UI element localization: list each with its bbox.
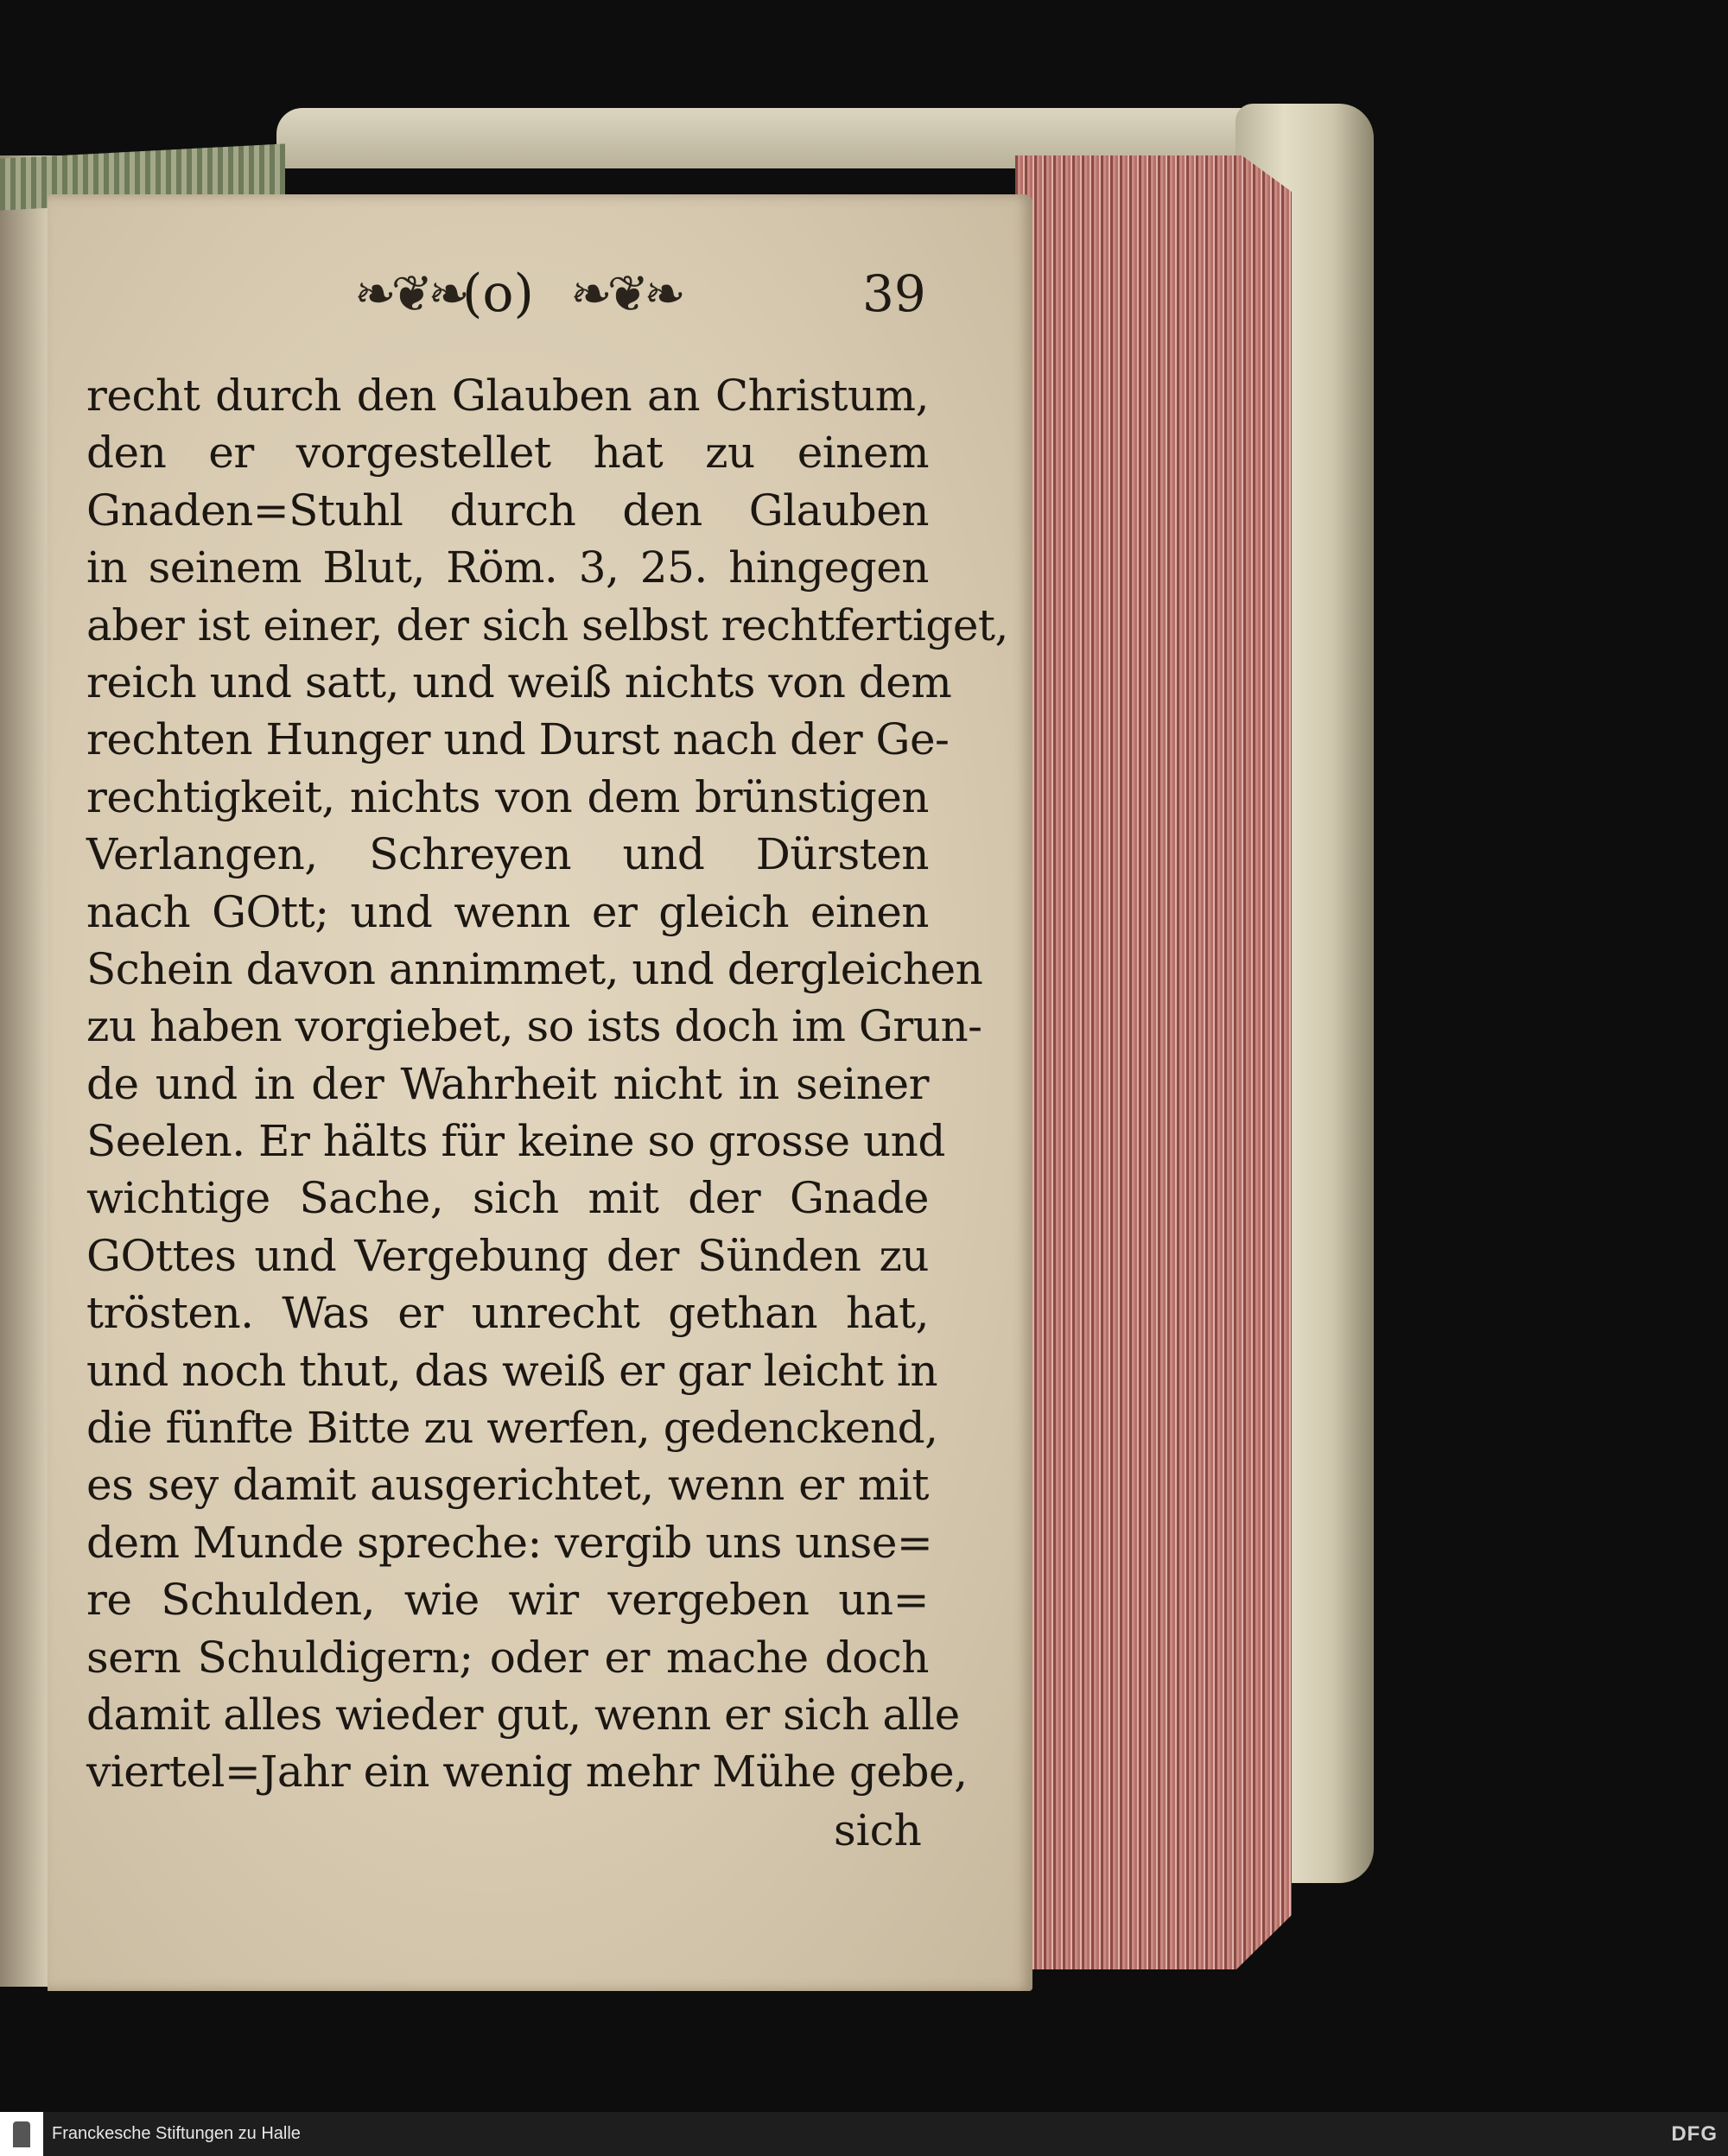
text-line: den er vorgestellet hat zu einem (86, 428, 929, 479)
red-page-edges (1015, 155, 1292, 1969)
text-line: nach GOtt; und wenn er gleich einen (86, 886, 929, 937)
text-line: Verlangen, Schreyen und Dürsten (86, 829, 929, 880)
catchword: sich (834, 1805, 922, 1855)
text-line: und noch thut, das weiß er gar leicht in (86, 1345, 938, 1396)
footer-bar (0, 2112, 1728, 2156)
institution-logo-icon (0, 2112, 43, 2156)
text-line: re Schulden, wie wir vergeben un= (86, 1575, 929, 1626)
text-line: reich und satt, und weiß nichts von dem (86, 656, 952, 707)
text-line: zu haben vorgiebet, so ists doch im Grun- (86, 1001, 982, 1052)
dfg-logo: DFG (1671, 2121, 1718, 2146)
text-line: recht durch den Glauben an Christum, (86, 371, 929, 421)
text-line: wichtige Sache, sich mit der Gnade (86, 1173, 929, 1224)
ornament-right: ❧❦❧ (570, 264, 681, 323)
text-line: damit alles wieder gut, wenn er sich alle (86, 1689, 960, 1740)
text-line: Schein davon annimmet, und dergleichen (86, 943, 983, 994)
institution-name: Franckesche Stiftungen zu Halle (52, 2124, 301, 2143)
page-number: 39 (862, 264, 926, 323)
text-line: in seinem Blut, Röm. 3, 25. hingegen (86, 542, 929, 593)
body-text (86, 367, 1008, 1801)
text-line: rechten Hunger und Durst nach der Ge- (86, 714, 950, 765)
text-line: rechtigkeit, nichts von dem brünstigen (86, 771, 929, 822)
text-line: sern Schuldigern; oder er mache doch (86, 1632, 929, 1683)
ornament-left: ❧❦❧ (354, 264, 465, 323)
text-line: Gnaden=Stuhl durch den Glauben (86, 485, 929, 536)
text-line: viertel=Jahr ein wenig mehr Mühe gebe, (86, 1747, 968, 1798)
text-line: dem Munde spreche: vergib uns unse= (86, 1517, 933, 1568)
running-head-center: (o) (462, 263, 534, 324)
text-line: GOttes und Vergebung der Sünden zu (86, 1230, 929, 1281)
text-line: Seelen. Er hälts für keine so grosse und (86, 1116, 945, 1167)
running-head (302, 259, 926, 328)
text-line: die fünfte Bitte zu werfen, gedenckend, (86, 1403, 938, 1454)
text-line: aber ist einer, der sich selbst rechtfertiget, (86, 599, 1008, 650)
text-line: es sey damit ausgerichtet, wenn er mit (86, 1460, 929, 1511)
text-line: trösten. Was er unrecht gethan hat, (86, 1288, 929, 1339)
text-line: de und in der Wahrheit nicht in seiner (86, 1058, 929, 1109)
